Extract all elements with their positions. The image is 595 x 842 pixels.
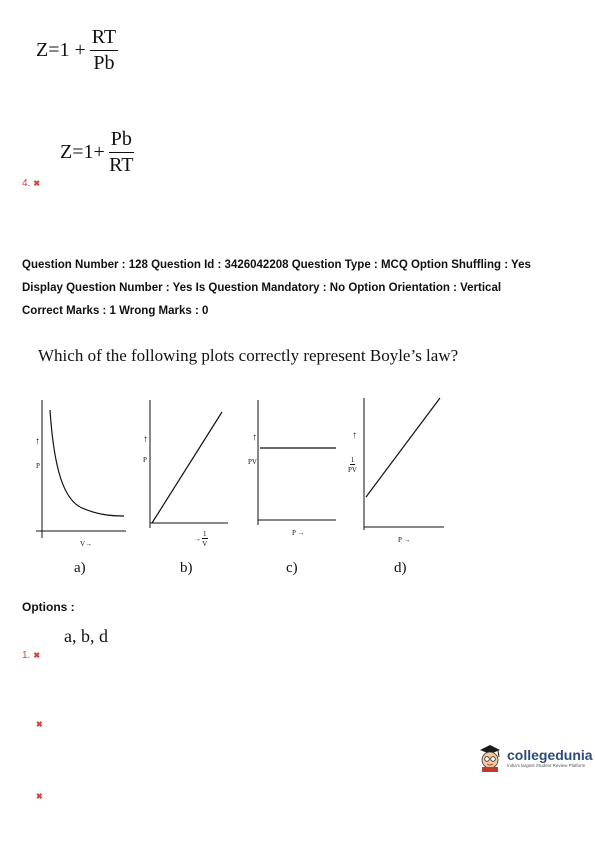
plot-d-label: d) [394,560,407,576]
fraction [348,456,357,474]
option-2-marker [36,720,43,729]
plot-a-xlabel: V→ [80,540,93,548]
logo-tagline: India's largest Student Review Platform [507,762,586,768]
plot-a-ylabel: P [36,462,40,470]
denominator: Pb [93,52,115,74]
logo-name: collegedunia [507,746,593,763]
options-heading: Options : [22,600,75,614]
denominator: PV [348,466,357,474]
cross-mark-icon: ✖ [33,179,41,188]
formula-lhs: Z=1+ [60,141,105,163]
option-4-marker [22,178,40,189]
plot-b-label: b) [180,560,193,576]
denominator: V [202,540,208,548]
plot-c-label: c) [286,560,298,576]
formula-z-rt-over-pb [36,26,118,75]
plot-c-ylabel: PV [248,458,257,466]
mascot-icon [476,742,504,772]
formula-lhs: Z=1 + [36,39,86,61]
plot-c [258,400,336,525]
numerator: 1 [350,456,355,464]
plot-c-arrow: ↑ [252,432,257,443]
plot-a-arrow: ↑ [35,436,40,447]
logo-text-block [507,747,593,768]
plot-b-ylabel: P [143,456,147,464]
option-1-marker [22,650,40,661]
plot-d-ylabel [348,456,357,474]
plot-b-xlabel [194,530,208,548]
collegedunia-logo [476,742,593,772]
plot-d [364,398,444,530]
question-metadata [22,254,582,323]
plot-a [36,400,126,538]
plot-d-arrow: ↑ [352,430,357,441]
option-number: 4. [22,178,31,189]
numerator: 1 [203,530,207,538]
x-arrow: → [194,535,201,543]
fraction [109,128,134,177]
question-text: Which of the following plots correctly represent Boyle’s law? [38,346,459,365]
option-3-marker [36,792,43,801]
numerator: RT [90,26,118,51]
formula-z-pb-over-rt [60,128,134,177]
option-number: 1. [22,650,31,661]
metadata-line-3: Correct Marks : 1 Wrong Marks : 0 [22,305,209,317]
numerator: Pb [109,128,134,153]
metadata-line-2: Display Question Number : Yes Is Question Mandatory : No Option Orientation : Vertical [22,282,502,294]
plot-b-arrow: ↑ [143,434,148,445]
cross-mark-icon: ✖ [36,792,43,801]
fraction [202,530,208,548]
plot-a-label: a) [74,560,86,576]
plot-c-xlabel: P → [292,529,305,537]
option-1-text: a, b, d [64,626,108,646]
denominator: RT [109,154,134,176]
metadata-line-1: Question Number : 128 Question Id : 3426042208 Question Type : MCQ Option Shuffling : Yes [22,259,531,271]
fraction [90,26,118,75]
plot-d-xlabel: P → [398,536,411,544]
cross-mark-icon: ✖ [36,720,43,729]
cross-mark-icon: ✖ [33,651,41,660]
plot-b [150,400,228,528]
